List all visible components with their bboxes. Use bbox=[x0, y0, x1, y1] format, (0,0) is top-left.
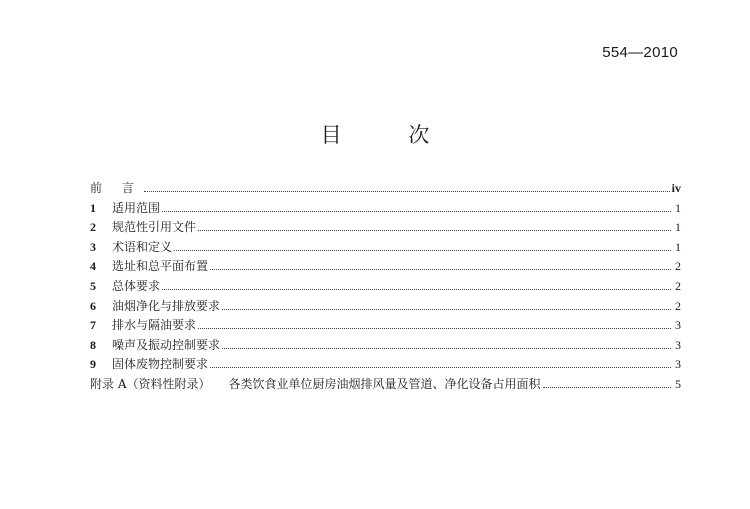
toc-entry-label: 固体废物控制要求 bbox=[112, 357, 209, 372]
toc-entry-foreword[interactable] bbox=[90, 179, 681, 199]
toc-entry-label: 噪声及振动控制要求 bbox=[112, 337, 221, 352]
toc-entry-label: 规范性引用文件 bbox=[112, 220, 197, 235]
dot-leader bbox=[210, 367, 671, 368]
toc-title: 目 次 bbox=[320, 123, 460, 147]
toc-entry-page: 1 bbox=[675, 220, 681, 235]
dot-leader bbox=[222, 309, 671, 310]
toc-entry-number: 7 bbox=[90, 318, 96, 333]
appendix-designation: 附录 A（资料性附录） bbox=[90, 376, 211, 391]
dot-leader bbox=[543, 387, 672, 388]
toc-entry-number: 6 bbox=[90, 298, 96, 313]
toc-entry-page: 2 bbox=[675, 259, 681, 274]
appendix-title: 各类饮食业单位厨房油烟排风量及管道、净化设备占用面积 bbox=[228, 376, 541, 391]
toc-entry-number: 4 bbox=[90, 259, 96, 274]
document-code: 554—2010 bbox=[602, 44, 678, 61]
toc-entry-page: 2 bbox=[675, 278, 681, 293]
toc-entry-6[interactable] bbox=[90, 297, 681, 317]
dot-leader bbox=[198, 230, 671, 231]
toc-entry-number: 5 bbox=[90, 278, 96, 293]
toc-entry-number: 9 bbox=[90, 357, 96, 372]
toc-entry-page: 3 bbox=[675, 337, 681, 352]
toc-entry-4[interactable] bbox=[90, 257, 681, 277]
toc-entry-5[interactable] bbox=[90, 277, 681, 297]
toc-entry-page: 3 bbox=[675, 318, 681, 333]
dot-leader bbox=[198, 328, 671, 329]
toc-entry-2[interactable] bbox=[90, 218, 681, 238]
toc-entry-label: 前 言 bbox=[90, 181, 142, 195]
toc-entry-page: 5 bbox=[675, 376, 681, 391]
toc-entry-3[interactable] bbox=[90, 238, 681, 258]
toc-entry-label: 选址和总平面布置 bbox=[112, 259, 209, 274]
dot-leader bbox=[162, 211, 671, 212]
toc-entry-label: 术语和定义 bbox=[112, 239, 173, 254]
toc-entry-label: 油烟净化与排放要求 bbox=[112, 298, 221, 313]
toc-entry-number: 2 bbox=[90, 220, 96, 235]
toc-entry-label: 适用范围 bbox=[112, 200, 161, 215]
toc-entry-appendix-a[interactable] bbox=[90, 375, 681, 395]
dot-leader bbox=[174, 250, 671, 251]
toc-entry-number: 8 bbox=[90, 337, 96, 352]
toc-entry-page: 1 bbox=[675, 239, 681, 254]
dot-leader bbox=[162, 289, 671, 290]
toc-entry-page: 2 bbox=[675, 298, 681, 313]
toc-entry-8[interactable] bbox=[90, 336, 681, 356]
toc-entry-label: 总体要求 bbox=[112, 278, 161, 293]
toc-entry-1[interactable] bbox=[90, 199, 681, 219]
toc-entry-page: 3 bbox=[675, 357, 681, 372]
toc-entry-7[interactable] bbox=[90, 316, 681, 336]
toc-entry-label bbox=[90, 375, 541, 392]
toc-entry-page: iv bbox=[671, 181, 681, 195]
toc-entry-number: 1 bbox=[90, 200, 96, 215]
toc-entry-page: 1 bbox=[675, 200, 681, 215]
toc-entry-9[interactable] bbox=[90, 355, 681, 375]
table-of-contents bbox=[90, 179, 681, 395]
dot-leader bbox=[210, 269, 671, 270]
toc-entry-label: 排水与隔油要求 bbox=[112, 318, 197, 333]
dot-leader bbox=[144, 191, 670, 192]
dot-leader bbox=[222, 348, 671, 349]
toc-entry-number: 3 bbox=[90, 239, 96, 254]
